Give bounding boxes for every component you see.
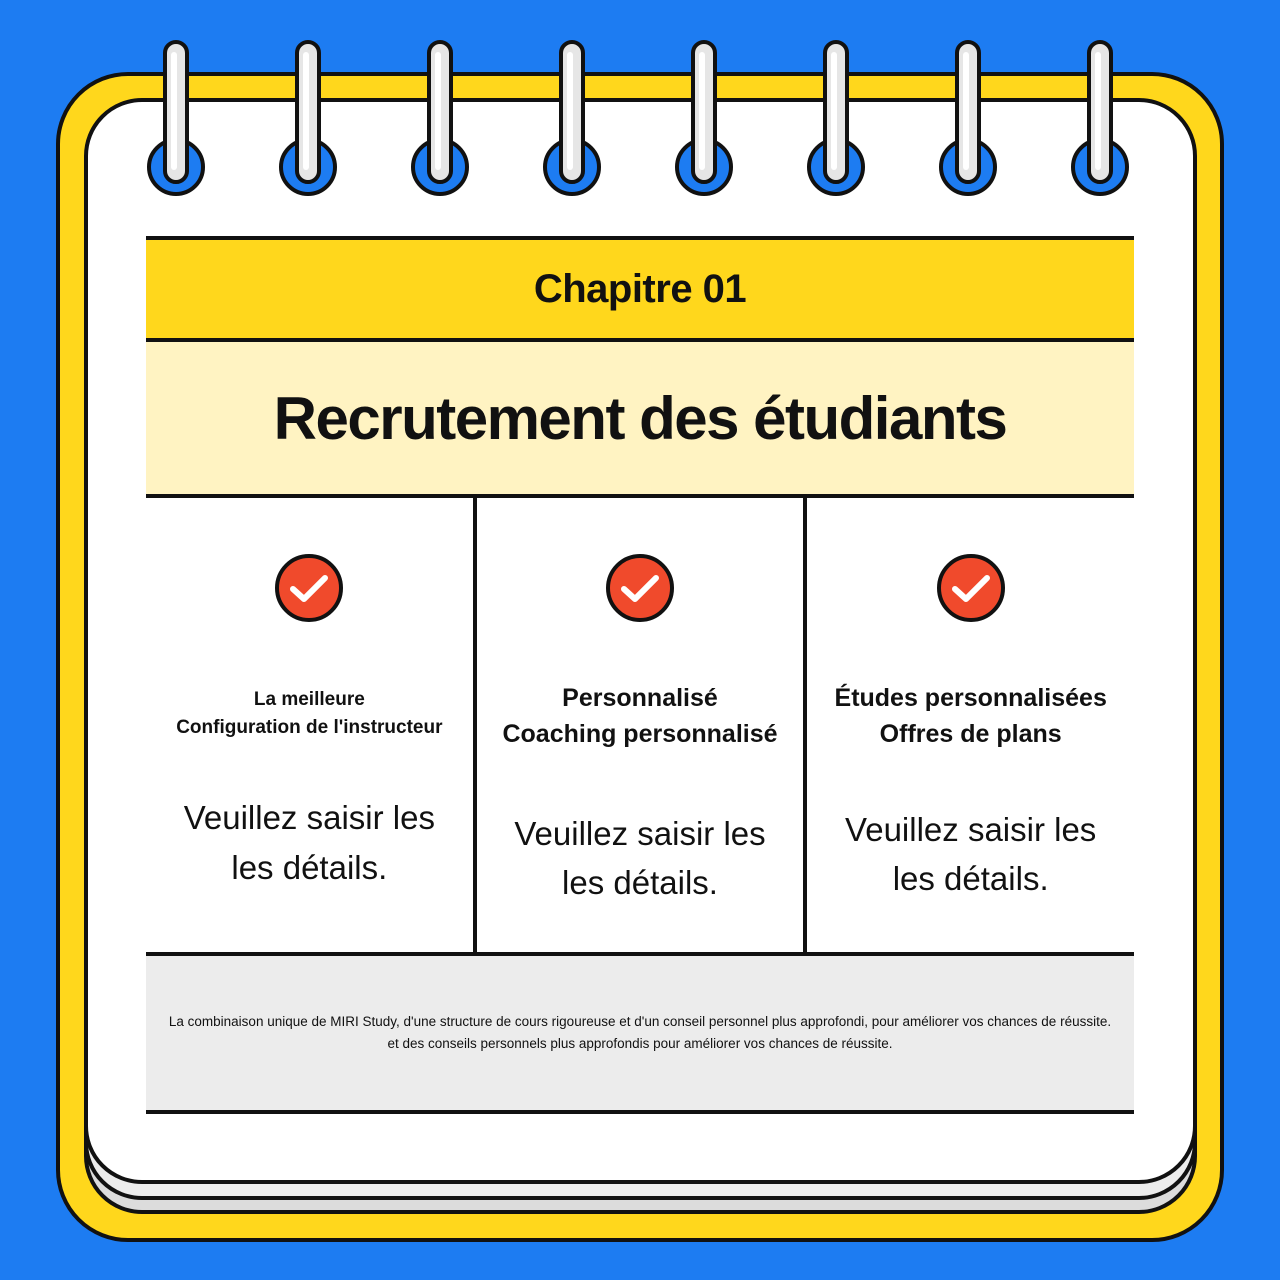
- feature-heading: [502, 680, 777, 753]
- feature-detail-line: Veuillez saisir les: [514, 814, 766, 852]
- spiral-ring-icon: [427, 40, 453, 184]
- chapter-band: [146, 236, 1134, 342]
- spiral-ring-icon: [559, 40, 585, 184]
- spiral-ring-icon: [955, 40, 981, 184]
- footer-text-line: et des conseils personnels plus approfondis pour améliorer vos chances de réussite.: [387, 1036, 893, 1051]
- feature-heading-line: Configuration de l'instructeur: [176, 716, 443, 738]
- page-title: Recrutement des étudiants: [273, 384, 1007, 452]
- footer-band: [146, 956, 1134, 1114]
- spiral-ring-icon: [1087, 40, 1113, 184]
- feature-detail-line: Veuillez saisir les: [845, 810, 1097, 848]
- spiral-ring-icon: [163, 40, 189, 184]
- spiral-ring-icon: [823, 40, 849, 184]
- feature-column: [473, 498, 804, 952]
- feature-detail-line: Veuillez saisir les: [183, 799, 435, 837]
- check-circle-icon: [937, 554, 1005, 622]
- footer-text-line: La combinaison unique de MIRI Study, d'une structure de cours rigoureuse et d'un conseil personnel plus approfondi, pour améliorer vos chances de réussite.: [168, 1014, 1112, 1030]
- feature-heading: [835, 680, 1107, 753]
- chapter-label: Chapitre 01: [533, 266, 747, 311]
- check-circle-icon: [606, 554, 674, 622]
- feature-column: [803, 498, 1134, 952]
- feature-heading-line: La meilleure: [253, 689, 365, 710]
- feature-heading-line: Personnalisé: [562, 684, 718, 712]
- feature-detail: [845, 805, 1096, 904]
- feature-detail: [184, 793, 435, 892]
- spiral-ring-icon: [691, 40, 717, 184]
- feature-detail-line: les détails.: [892, 860, 1049, 897]
- spiral-ring-icon: [295, 40, 321, 184]
- chapter-card: [146, 236, 1134, 1114]
- feature-columns: [146, 498, 1134, 956]
- check-circle-icon: [275, 554, 343, 622]
- feature-detail: [514, 809, 765, 908]
- title-band: [146, 342, 1134, 498]
- feature-heading: [176, 686, 442, 741]
- feature-heading-line: Coaching personnalisé: [502, 720, 778, 749]
- feature-column: [146, 498, 473, 952]
- feature-detail-line: les détails.: [231, 848, 388, 886]
- feature-detail-line: les détails.: [562, 864, 718, 901]
- feature-heading-line: Études personnalisées: [834, 684, 1107, 712]
- feature-heading-line: Offres de plans: [879, 720, 1062, 749]
